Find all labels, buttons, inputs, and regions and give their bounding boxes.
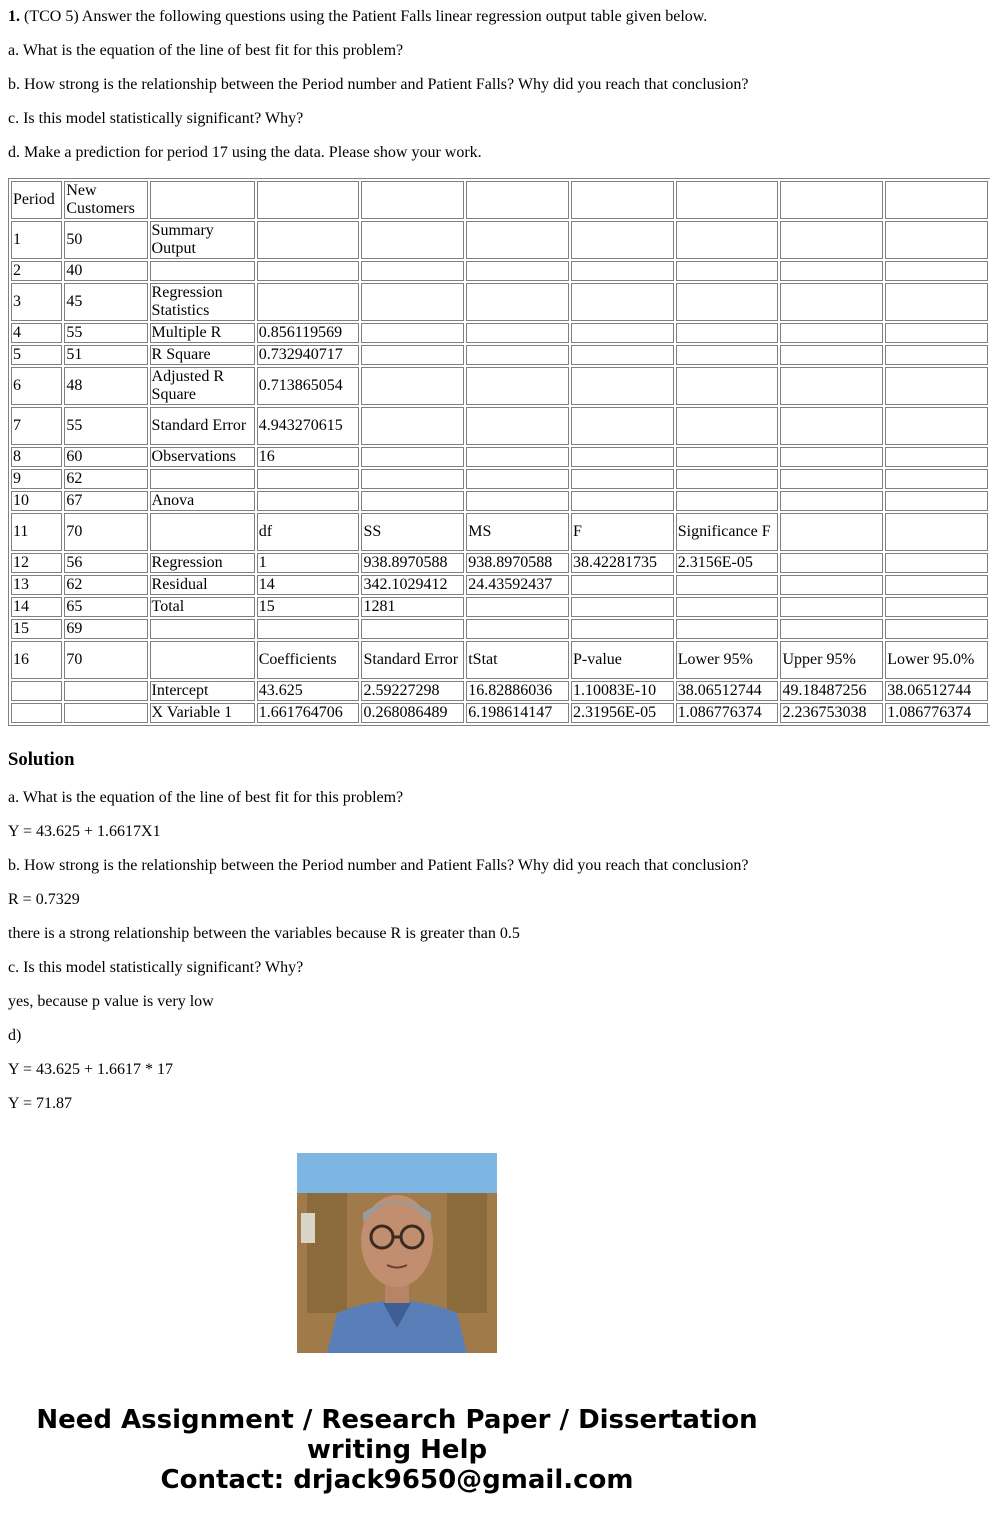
- table-cell: Lower 95.0%: [885, 641, 988, 679]
- table-cell: [885, 513, 988, 551]
- table-cell: [466, 491, 569, 511]
- solution-heading: Solution: [8, 749, 75, 770]
- table-cell: [780, 575, 883, 595]
- table-row: [11, 681, 988, 701]
- table-cell: [676, 345, 779, 365]
- table-cell: [780, 221, 883, 259]
- table-cell: [571, 407, 674, 445]
- table-cell: 67: [64, 491, 147, 511]
- table-cell: 24.43592437: [466, 575, 569, 595]
- table-cell: [780, 597, 883, 617]
- table-cell: Standard Error: [150, 407, 255, 445]
- table-cell: [361, 491, 464, 511]
- table-cell: [885, 323, 988, 343]
- promo-banner: [0, 1405, 794, 1495]
- table-cell: 1.10083E-10: [571, 681, 674, 701]
- table-row: [11, 447, 988, 467]
- table-cell: Coefficients: [257, 641, 360, 679]
- table-cell: 6.198614147: [466, 703, 569, 723]
- table-cell: 4.943270615: [257, 407, 360, 445]
- table-cell: 12: [11, 553, 62, 573]
- table-row: [11, 221, 988, 259]
- table-cell: [676, 447, 779, 467]
- table-cell: [150, 181, 255, 219]
- table-cell: [885, 261, 988, 281]
- table-cell: 2: [11, 261, 62, 281]
- table-cell: Adjusted R Square: [150, 367, 255, 405]
- table-row: [11, 619, 988, 639]
- table-cell: [885, 553, 988, 573]
- table-cell: [571, 221, 674, 259]
- table-cell: 38.42281735: [571, 553, 674, 573]
- question-c: c. Is this model statistically significant? Why?: [8, 110, 304, 127]
- table-cell: [885, 575, 988, 595]
- table-cell: 2.3156E-05: [676, 553, 779, 573]
- table-cell: [676, 261, 779, 281]
- table-cell: Period: [11, 181, 62, 219]
- solution-line: Y = 43.625 + 1.6617X1: [8, 823, 161, 840]
- promo-line: Need Assignment / Research Paper / Dissertation: [36, 1405, 758, 1435]
- table-cell: [571, 283, 674, 321]
- table-cell: 69: [64, 619, 147, 639]
- table-cell: 342.1029412: [361, 575, 464, 595]
- table-cell: [676, 597, 779, 617]
- table-cell: [466, 221, 569, 259]
- table-cell: 938.8970588: [466, 553, 569, 573]
- table-cell: [257, 619, 360, 639]
- table-cell: 9: [11, 469, 62, 489]
- solution-line: c. Is this model statistically significant? Why?: [8, 959, 304, 976]
- table-cell: [571, 367, 674, 405]
- table-cell: [466, 323, 569, 343]
- table-cell: [780, 367, 883, 405]
- promo-line: writing Help: [306, 1435, 488, 1465]
- table-cell: 1.661764706: [257, 703, 360, 723]
- table-cell: 49.18487256: [780, 681, 883, 701]
- table-cell: [885, 345, 988, 365]
- solution-line: R = 0.7329: [8, 891, 80, 908]
- table-cell: [361, 407, 464, 445]
- table-cell: 0.732940717: [257, 345, 360, 365]
- table-cell: df: [257, 513, 360, 551]
- table-cell: MS: [466, 513, 569, 551]
- table-cell: [885, 407, 988, 445]
- solution-line: there is a strong relationship between the variables because R is greater than 0.5: [8, 925, 520, 942]
- table-cell: 6: [11, 367, 62, 405]
- table-cell: 38.06512744: [885, 681, 988, 701]
- table-cell: Intercept: [150, 681, 255, 701]
- table-cell: 16: [257, 447, 360, 467]
- table-cell: [780, 619, 883, 639]
- table-cell: [571, 597, 674, 617]
- table-cell: 2.31956E-05: [571, 703, 674, 723]
- table-cell: 2.59227298: [361, 681, 464, 701]
- table-cell: R Square: [150, 345, 255, 365]
- table-cell: 2.236753038: [780, 703, 883, 723]
- table-cell: Residual: [150, 575, 255, 595]
- author-avatar: [297, 1153, 497, 1353]
- table-cell: [571, 181, 674, 219]
- table-cell: [780, 261, 883, 281]
- table-cell: [571, 491, 674, 511]
- table-cell: 51: [64, 345, 147, 365]
- table-cell: 1281: [361, 597, 464, 617]
- table-cell: 11: [11, 513, 62, 551]
- table-cell: [780, 447, 883, 467]
- table-cell: 60: [64, 447, 147, 467]
- table-cell: P-value: [571, 641, 674, 679]
- table-row: [11, 323, 988, 343]
- table-cell: [466, 469, 569, 489]
- table-cell: [466, 345, 569, 365]
- solution-line: Y = 71.87: [8, 1095, 72, 1112]
- table-row: [11, 575, 988, 595]
- table-cell: Regression Statistics: [150, 283, 255, 321]
- table-cell: [676, 469, 779, 489]
- table-row: [11, 553, 988, 573]
- table-cell: [885, 619, 988, 639]
- table-cell: [466, 447, 569, 467]
- table-cell: [257, 283, 360, 321]
- table-cell: [361, 323, 464, 343]
- table-cell: X Variable 1: [150, 703, 255, 723]
- table-cell: [676, 323, 779, 343]
- table-cell: [780, 469, 883, 489]
- table-cell: 1: [257, 553, 360, 573]
- table-cell: [885, 597, 988, 617]
- question-intro: [8, 8, 707, 26]
- table-row: [11, 597, 988, 617]
- table-cell: [676, 283, 779, 321]
- table-cell: [676, 221, 779, 259]
- table-cell: [885, 447, 988, 467]
- table-cell: 14: [257, 575, 360, 595]
- table-row: [11, 513, 988, 551]
- table-cell: F: [571, 513, 674, 551]
- table-cell: [361, 181, 464, 219]
- table-cell: 55: [64, 323, 147, 343]
- table-cell: [150, 513, 255, 551]
- table-cell: [780, 513, 883, 551]
- table-cell: [361, 261, 464, 281]
- table-cell: [885, 181, 988, 219]
- table-cell: Multiple R: [150, 323, 255, 343]
- table-cell: Lower 95%: [676, 641, 779, 679]
- table-cell: [361, 221, 464, 259]
- table-cell: [780, 491, 883, 511]
- regression-table-container: [8, 178, 975, 726]
- table-cell: 0.713865054: [257, 367, 360, 405]
- table-cell: Standard Error: [361, 641, 464, 679]
- solution-line: yes, because p value is very low: [8, 993, 214, 1010]
- table-cell: [64, 681, 147, 701]
- table-cell: [466, 619, 569, 639]
- table-cell: [780, 345, 883, 365]
- table-cell: 7: [11, 407, 62, 445]
- table-cell: [571, 261, 674, 281]
- author-portrait-image: [297, 1153, 497, 1353]
- table-row: [11, 345, 988, 365]
- table-cell: [257, 181, 360, 219]
- table-cell: 16: [11, 641, 62, 679]
- table-row: [11, 407, 988, 445]
- table-cell: 15: [257, 597, 360, 617]
- table-cell: 16.82886036: [466, 681, 569, 701]
- solution-line: b. How strong is the relationship between the Period number and Patient Falls? Why did you reach that conclusion?: [8, 857, 749, 874]
- table-cell: [257, 469, 360, 489]
- table-cell: 38.06512744: [676, 681, 779, 701]
- table-cell: [361, 283, 464, 321]
- table-cell: tStat: [466, 641, 569, 679]
- table-cell: [780, 323, 883, 343]
- table-cell: 10: [11, 491, 62, 511]
- table-cell: 48: [64, 367, 147, 405]
- table-row: [11, 283, 988, 321]
- table-cell: [361, 619, 464, 639]
- table-cell: 15: [11, 619, 62, 639]
- table-cell: 0.268086489: [361, 703, 464, 723]
- table-cell: [11, 681, 62, 701]
- table-cell: [466, 181, 569, 219]
- table-row: [11, 491, 988, 511]
- table-cell: [361, 447, 464, 467]
- table-cell: [885, 283, 988, 321]
- table-cell: [571, 575, 674, 595]
- table-cell: [257, 221, 360, 259]
- table-cell: [780, 181, 883, 219]
- table-cell: [571, 447, 674, 467]
- table-cell: [257, 491, 360, 511]
- table-cell: [466, 597, 569, 617]
- table-cell: [361, 367, 464, 405]
- question-d: d. Make a prediction for period 17 using the data. Please show your work.: [8, 144, 482, 161]
- table-cell: Observations: [150, 447, 255, 467]
- table-cell: 8: [11, 447, 62, 467]
- table-cell: 938.8970588: [361, 553, 464, 573]
- question-b: b. How strong is the relationship between the Period number and Patient Falls? Why did you reach that conclusion?: [8, 76, 749, 93]
- table-cell: [676, 367, 779, 405]
- table-cell: [571, 469, 674, 489]
- table-cell: 70: [64, 513, 147, 551]
- table-row: [11, 181, 988, 219]
- table-cell: Anova: [150, 491, 255, 511]
- table-cell: [64, 703, 147, 723]
- table-cell: 43.625: [257, 681, 360, 701]
- solution-line: a. What is the equation of the line of best fit for this problem?: [8, 789, 404, 806]
- table-cell: [11, 703, 62, 723]
- table-cell: [466, 407, 569, 445]
- table-cell: 62: [64, 575, 147, 595]
- table-cell: [571, 345, 674, 365]
- table-cell: [571, 619, 674, 639]
- promo-contact: Contact: drjack9650@gmail.com: [160, 1465, 634, 1495]
- table-cell: 50: [64, 221, 147, 259]
- table-cell: [361, 469, 464, 489]
- table-cell: 40: [64, 261, 147, 281]
- table-cell: [676, 181, 779, 219]
- table-cell: [676, 491, 779, 511]
- table-cell: 65: [64, 597, 147, 617]
- table-cell: [780, 553, 883, 573]
- table-row: [11, 469, 988, 489]
- table-cell: 1.086776374: [676, 703, 779, 723]
- table-cell: 3: [11, 283, 62, 321]
- table-row: [11, 261, 988, 281]
- table-cell: Upper 95%: [780, 641, 883, 679]
- table-cell: [361, 345, 464, 365]
- table-cell: New Customers: [64, 181, 147, 219]
- table-cell: [150, 469, 255, 489]
- table-row: [11, 641, 988, 679]
- table-cell: 5: [11, 345, 62, 365]
- regression-table: [8, 178, 990, 726]
- table-cell: [676, 407, 779, 445]
- table-cell: Significance F: [676, 513, 779, 551]
- table-cell: [780, 283, 883, 321]
- question-number: 1.: [8, 8, 20, 25]
- table-cell: Total: [150, 597, 255, 617]
- table-cell: [466, 367, 569, 405]
- question-intro-text: (TCO 5) Answer the following questions using the Patient Falls linear regression output table given below.: [20, 8, 708, 25]
- table-cell: [885, 469, 988, 489]
- table-cell: [885, 491, 988, 511]
- table-cell: Regression: [150, 553, 255, 573]
- table-cell: [466, 261, 569, 281]
- table-cell: [150, 261, 255, 281]
- table-cell: 70: [64, 641, 147, 679]
- table-cell: 4: [11, 323, 62, 343]
- table-cell: [150, 619, 255, 639]
- table-cell: 14: [11, 597, 62, 617]
- table-cell: 13: [11, 575, 62, 595]
- table-cell: [885, 221, 988, 259]
- table-row: [11, 703, 988, 723]
- table-cell: [466, 283, 569, 321]
- table-cell: 1.086776374: [885, 703, 988, 723]
- table-cell: 1: [11, 221, 62, 259]
- question-a: a. What is the equation of the line of best fit for this problem?: [8, 42, 404, 59]
- table-cell: [885, 367, 988, 405]
- table-cell: SS: [361, 513, 464, 551]
- table-cell: 45: [64, 283, 147, 321]
- table-cell: 62: [64, 469, 147, 489]
- table-cell: [257, 261, 360, 281]
- table-cell: [676, 619, 779, 639]
- table-cell: Summary Output: [150, 221, 255, 259]
- table-cell: [150, 641, 255, 679]
- solution-line: Y = 43.625 + 1.6617 * 17: [8, 1061, 174, 1078]
- solution-line: d): [8, 1027, 22, 1044]
- table-cell: [780, 407, 883, 445]
- table-cell: 56: [64, 553, 147, 573]
- table-cell: [571, 323, 674, 343]
- table-row: [11, 367, 988, 405]
- table-cell: 55: [64, 407, 147, 445]
- table-cell: [676, 575, 779, 595]
- table-cell: 0.856119569: [257, 323, 360, 343]
